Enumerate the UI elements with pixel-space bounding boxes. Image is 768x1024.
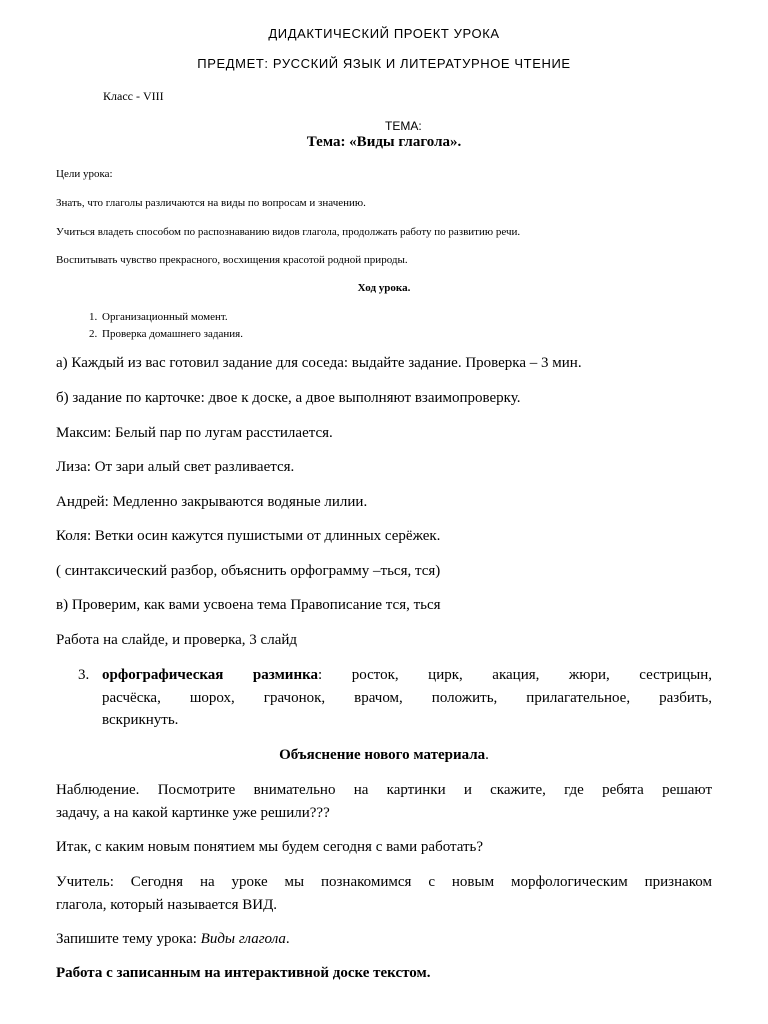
paragraph: б) задание по карточке: двое к доске, а двое выполняют взаимопроверку. (56, 390, 521, 406)
topic-caption: ТЕМА: (385, 119, 422, 133)
project-title: ДИДАКТИЧЕСКИЙ ПРОЕКТ УРОКА (268, 26, 500, 41)
write-topic-suffix: . (285, 931, 290, 947)
warmup-line: расчёска, шорох, грачонок, врачом, положить, прилагательное, разбить, (102, 690, 712, 706)
warmup-line (102, 667, 712, 684)
paragraph: ( синтаксический разбор, объяснить орфограмму –ться, тся) (56, 563, 441, 579)
goal-item: Воспитывать чувство прекрасного, восхищения красотой родной природы. (56, 254, 408, 266)
paragraph: в) Проверим, как вами усвоена тема Правописание тся, ться (56, 597, 441, 613)
teacher-line: Учитель: Сегодня на уроке мы познакомимся с новым морфологическим признаком (56, 874, 712, 890)
subject-line: ПРЕДМЕТ: РУССКИЙ ЯЗЫК И ЛИТЕРАТУРНОЕ ЧТЕНИЕ (197, 56, 571, 71)
goals-heading: Цели урока: (56, 168, 113, 180)
warmup-label: орфографическая разминка (102, 667, 318, 683)
paragraph: а) Каждый из вас готовил задание для соседа: выдайте задание. Проверка – 3 мин. (56, 355, 582, 371)
paragraph: Коля: Ветки осин кажутся пушистыми от длинных серёжек. (56, 528, 441, 544)
plan-item: 2. Проверка домашнего задания. (100, 326, 243, 343)
teacher-line: глагола, который называется ВИД. (56, 897, 278, 913)
topic-title: Тема: «Виды глагола». (306, 134, 462, 150)
paragraph: Андрей: Медленно закрываются водяные лилии. (56, 494, 368, 510)
goal-item: Учиться владеть способом по распознаванию видов глагола, продолжать работу по развитию речи. (56, 226, 521, 238)
lesson-plan-list (56, 309, 243, 343)
write-topic-italic: Виды глагола (200, 931, 286, 947)
observation-line: задачу, а на какой картинке уже решили??? (56, 805, 330, 821)
warmup-line: вскрикнуть. (102, 712, 179, 728)
paragraph: Работа на слайде, и проверка, 3 слайд (56, 632, 298, 648)
new-material-heading-text: Объяснение нового материала (279, 747, 486, 763)
question-line: Итак, с каким новым понятием мы будем сегодня с вами работать? (56, 839, 484, 855)
plan-item: 1. Организационный момент. (100, 309, 243, 326)
write-topic-line (56, 931, 290, 948)
warmup-number: 3. (78, 667, 90, 683)
new-material-heading (0, 747, 768, 764)
warmup-words: : росток, цирк, акация, жюри, сестрицын, (318, 667, 712, 683)
paragraph: Лиза: От зари алый свет разливается. (56, 459, 295, 475)
goal-item: Знать, что глаголы различаются на виды по вопросам и значению. (56, 197, 366, 209)
board-work-line: Работа с записанным на интерактивной доске текстом. (56, 965, 431, 981)
heading-dot: . (485, 747, 489, 763)
observation-line: Наблюдение. Посмотрите внимательно на картинки и скажите, где ребята решают (56, 782, 712, 798)
lesson-heading: Ход урока. (357, 282, 411, 294)
paragraph: Максим: Белый пар по лугам расстилается. (56, 425, 333, 441)
grade-line: Класс - VIII (103, 89, 164, 103)
write-topic-prefix: Запишите тему урока: (56, 931, 201, 947)
